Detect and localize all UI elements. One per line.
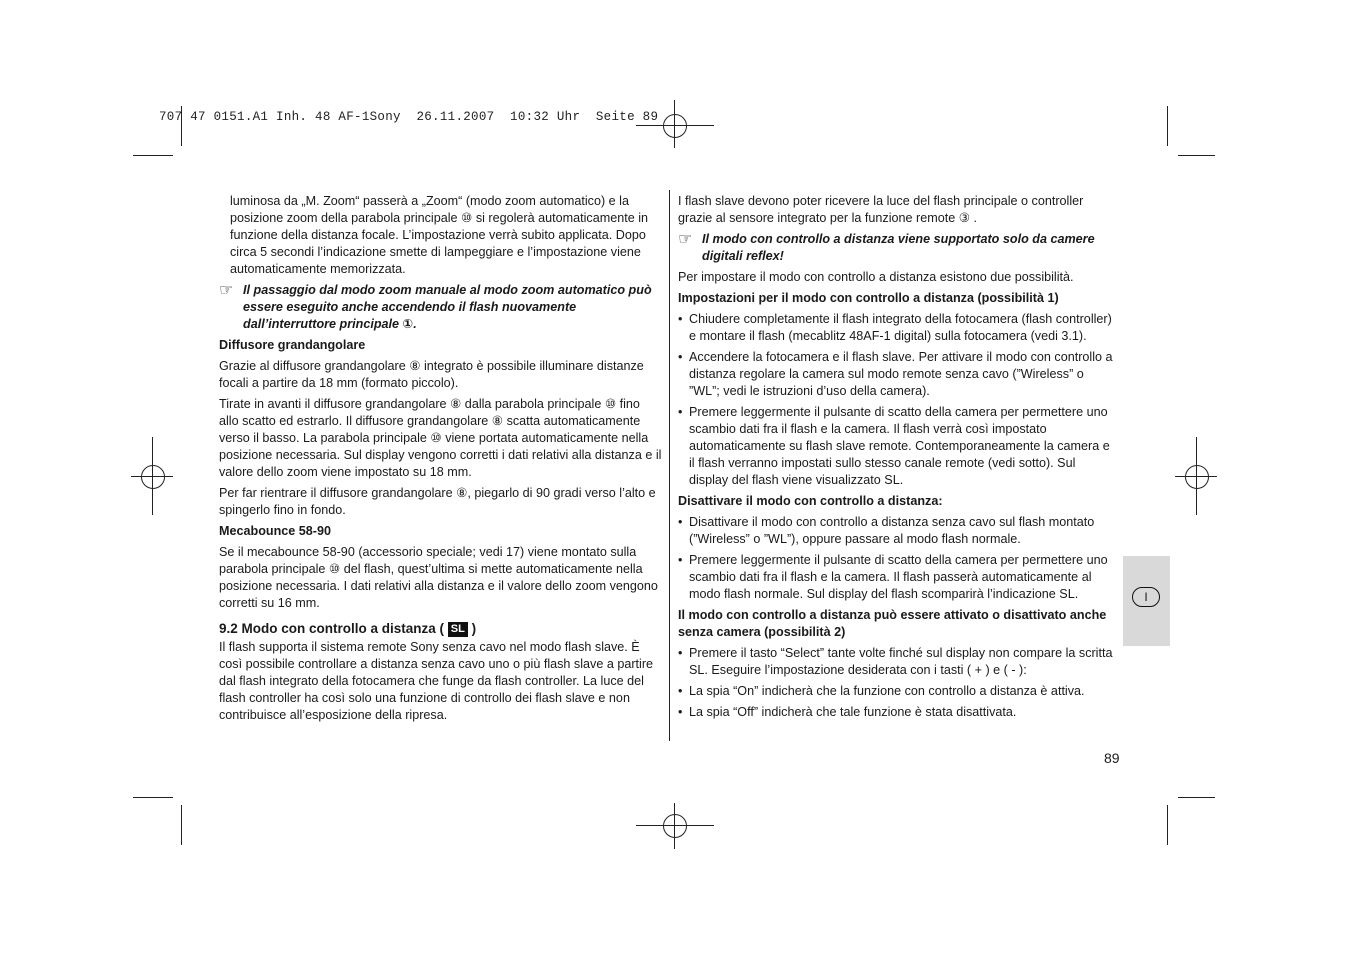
section-title: 9.2 Modo con controllo a distanza ( SL )	[219, 621, 477, 636]
crop-mark	[1167, 106, 1168, 146]
list-item: • Premere il tasto “Select” tante volte finché sul display non compare la scritta SL. Eseguire l’impostazione desiderata con i tasti ( + ) e ( - ):	[678, 646, 1113, 677]
paragraph: Il flash supporta il sistema remote Sony senza cavo nel modo flash slave. È così possibile controllare a distanza senza cavo uno o più flash slave a partire dal flash integrato della fotocamera che funge da flash controller. La luce del flash controller ha così solo una funzione di controllo dei flash slave e non contribuisce all’esposizione della ripresa.	[219, 640, 654, 722]
heading-deactivate: Disattivare il modo con controllo a distanza:	[678, 494, 943, 508]
pointing-hand-icon: ☞	[678, 231, 693, 248]
list-item: • Disattivare il modo con controllo a distanza senza cavo sul flash montato (”Wireless” o ”WL”), oppure passare al modo flash normale.	[678, 515, 1095, 546]
page-number: 89	[1104, 750, 1120, 766]
right-column	[678, 193, 1118, 725]
paragraph: Tirate in avanti il diffusore grandangolare ⑧ dalla parabola principale ⑩ fino allo scatto ed estrarlo. Il diffusore grandangolare ⑧ scatta automaticamente verso il basso. La parabola principale ⑩ viene portata automaticamente nella posizione necessaria. Sul display vengono corretti i dati relativi alla distanza e il valore dello zoom viene impostato su 18 mm.	[219, 397, 662, 479]
paragraph: Per far rientrare il diffusore grandangolare ⑧, piegarlo di 90 gradi verso l’alto e spingerlo fino in fondo.	[219, 486, 656, 517]
note-text: Il passaggio dal modo zoom manuale al modo zoom automatico può essere eseguito anche accendendo il flash nuovamente dall’interruttore principale ①.	[243, 283, 652, 331]
heading-mecabounce: Mecabounce 58-90	[219, 524, 331, 538]
pointing-hand-icon: ☞	[219, 282, 234, 299]
list-item: • Chiudere completamente il flash integrato della fotocamera (flash controller) e montare il flash (mecablitz 48AF-1 digital) sulla fotocamera (vedi 3.1).	[678, 312, 1112, 343]
sl-symbol: SL	[448, 622, 468, 637]
crop-mark	[1167, 805, 1168, 845]
list-item: • La spia “Off” indicherà che tale funzione è stata disattivata.	[678, 705, 1017, 719]
paragraph: I flash slave devono poter ricevere la luce del flash principale o controller grazie al sensore integrato per la funzione remote ③ .	[678, 194, 1084, 225]
print-slug: 707 47 0151.A1 Inh. 48 AF-1Sony 26.11.2007 10:32 Uhr Seite 89	[159, 110, 659, 124]
heading-diffusore: Diffusore grandangolare	[219, 338, 366, 352]
column-divider	[669, 190, 670, 741]
heading-possibility-1: Impostazioni per il modo con controllo a distanza (possibilità 1)	[678, 291, 1059, 305]
language-badge: I	[1132, 587, 1160, 607]
paragraph: Se il mecabounce 58-90 (accessorio speciale; vedi 17) viene montato sulla parabola principale ⑩ del flash, quest’ultima si mette automaticamente nella posizione necessaria. I dati relativi alla distanza e il valore dello zoom vengono corretti su 16 mm.	[219, 545, 658, 610]
list-item: • La spia “On” indicherà che la funzione con controllo a distanza è attiva.	[678, 684, 1085, 698]
paragraph: Grazie al diffusore grandangolare ⑧ integrato è possibile illuminare distanze focali a partire da 18 mm (formato piccolo).	[219, 359, 644, 390]
heading-possibility-2: Il modo con controllo a distanza può essere attivato o disattivato anche senza camera (possibilità 2)	[678, 608, 1107, 639]
language-tab	[1123, 556, 1170, 646]
crop-mark	[181, 805, 182, 845]
left-column	[219, 193, 662, 728]
paragraph: Per impostare il modo con controllo a distanza esistono due possibilità.	[678, 270, 1074, 284]
note-text: Il modo con controllo a distanza viene supportato solo da camere digitali reflex!	[702, 232, 1095, 263]
crop-mark	[133, 797, 173, 798]
list-item: • Premere leggermente il pulsante di scatto della camera per permettere uno scambio dati fra il flash e la camera. Il flash verrà così impostato automaticamente su flash slave remote. Contemporaneamente la camera e il flash verranno impostati sullo stesso canale remote (vedi sotto). Sul display del flash viene visualizzato SL.	[678, 405, 1110, 487]
crop-mark	[133, 155, 173, 156]
note	[219, 282, 662, 333]
list-item: • Accendere la fotocamera e il flash slave. Per attivare il modo con controllo a distanza regolare la camera sul modo remote senza cavo (”Wireless” o ”WL”; vedi le istruzioni d’uso della camera).	[678, 350, 1113, 398]
paragraph: luminosa da „M. Zoom“ passerà a „Zoom“ (modo zoom automatico) e la posizione zoom della parabola principale ⑩ si regolerà automaticamente in funzione della distanza focale. L’impostazione verrà subito applicata. Dopo circa 5 secondi l’indicazione smette di lampeggiare e l’impostazione viene automaticamente memorizzata.	[230, 194, 649, 276]
crop-mark	[1178, 797, 1215, 798]
crop-mark	[1178, 155, 1215, 156]
list-item: • Premere leggermente il pulsante di scatto della camera per permettere uno scambio dati fra il flash e la camera. Il flash passerà automaticamente al modo flash normale. Sul display del flash scomparirà l’indicazione SL.	[678, 553, 1108, 601]
note	[678, 231, 1118, 265]
